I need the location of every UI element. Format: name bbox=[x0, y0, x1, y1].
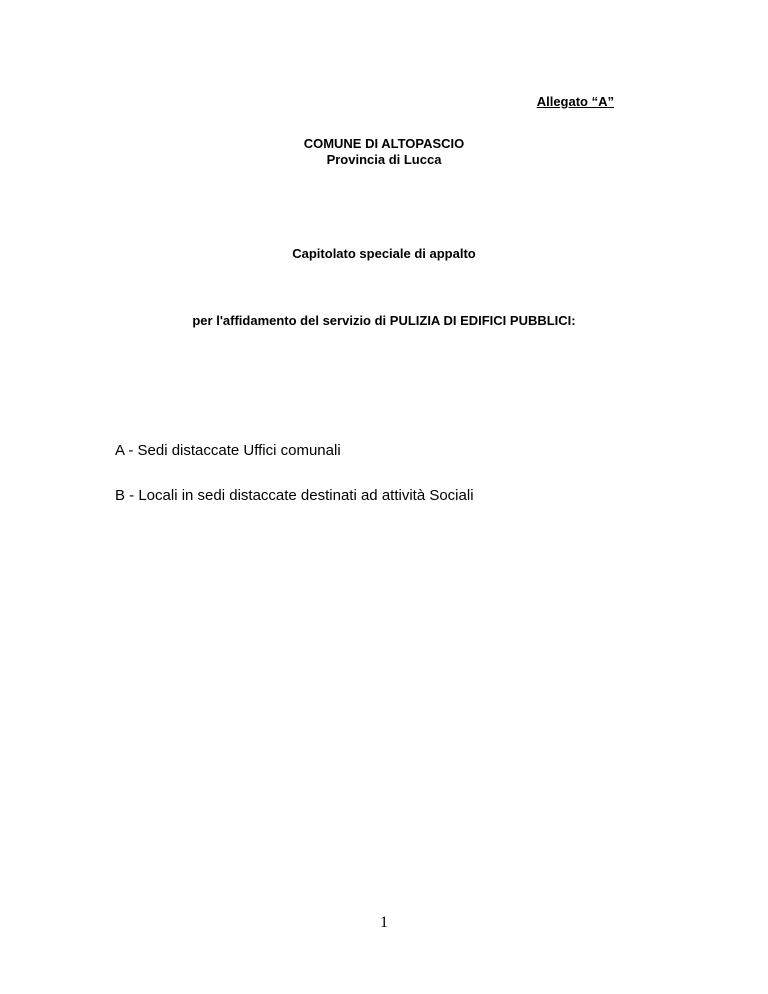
list-item-a: A - Sedi distaccate Uffici comunali bbox=[115, 442, 341, 459]
page-number: 1 bbox=[380, 914, 388, 931]
province-name: Provincia di Lucca bbox=[326, 152, 442, 167]
annex-label: Allegato “A” bbox=[536, 94, 614, 109]
municipality-name: COMUNE DI ALTOPASCIO bbox=[303, 136, 465, 151]
document-subtitle: per l'affidamento del servizio di PULIZIA DI EDIFICI PUBBLICI: bbox=[192, 313, 576, 328]
document-title: Capitolato speciale di appalto bbox=[292, 246, 476, 261]
list-item-b: B - Locali in sedi distaccate destinati ad attività Sociali bbox=[115, 487, 474, 504]
document-header bbox=[0, 136, 768, 168]
